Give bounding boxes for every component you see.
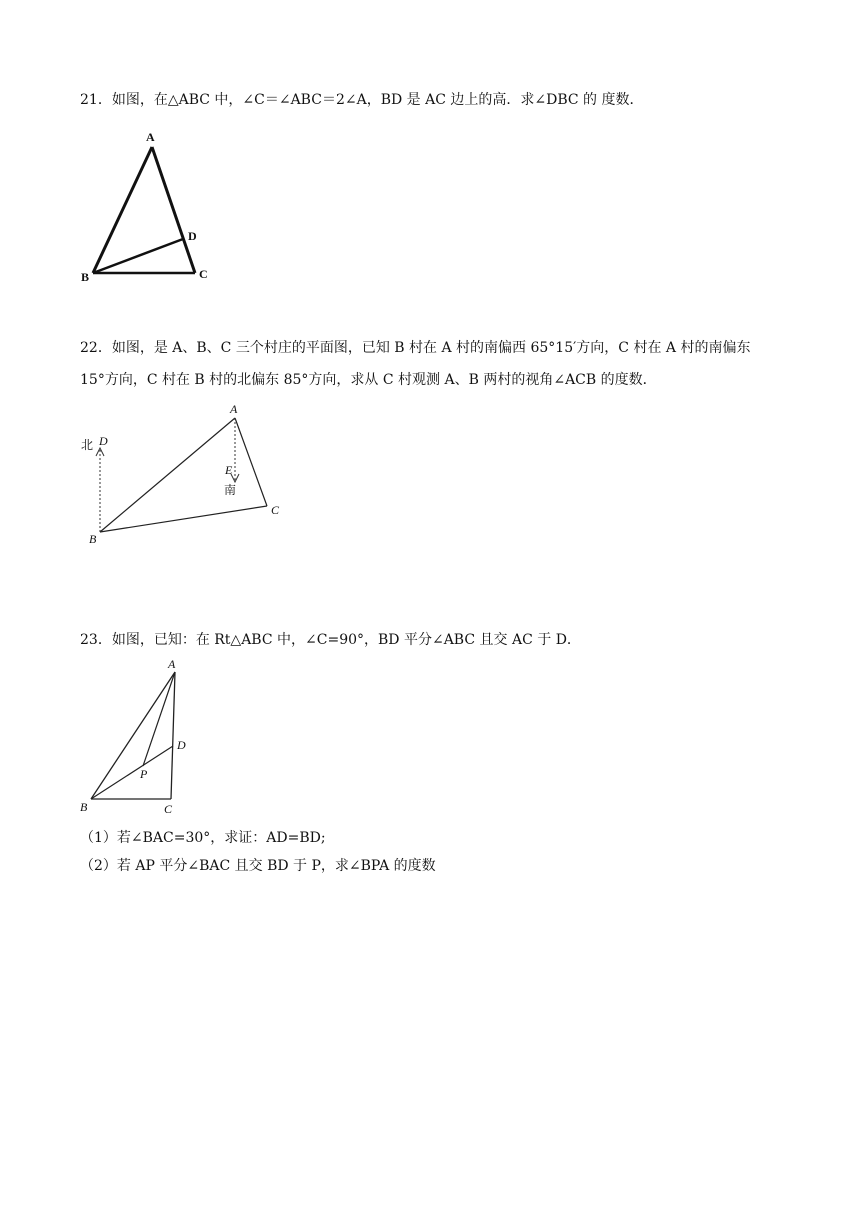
q23-label-d: D: [177, 738, 186, 752]
q23-part1: （1）若∠BAC=30°，求证：AD=BD;: [80, 830, 326, 846]
q23-label-c: C: [164, 802, 173, 816]
q22-label-b: B: [89, 532, 97, 546]
q23-text: 23．如图，已知：在 Rt△ABC 中，∠C=90°，BD 平分∠ABC 且交 AC 于 D．: [80, 632, 581, 648]
q22-label-c: C: [271, 503, 280, 517]
q22-label-south: 南: [224, 483, 237, 497]
q21-text: 21．如图，在△ABC 中，∠C＝∠ABC＝2∠A，BD 是 AC 边上的高．求∠DBC 的 度数．: [80, 92, 644, 108]
q22-segment-ab: [100, 418, 235, 532]
q21-label-a: A: [146, 130, 155, 144]
q23-figure: [75, 652, 205, 820]
q21-label-b: B: [81, 270, 90, 284]
q22-segment-bc: [100, 506, 267, 532]
q23-bisector-ap: [143, 672, 175, 766]
q23-side-ac: [171, 672, 175, 799]
q22-figure: [75, 400, 295, 550]
q22-text-line2: 15°方向，C 村在 B 村的北偏东 85°方向，求从 C 村观测 A、B 两村的视角∠ACB 的度数．: [80, 372, 657, 388]
q23-label-a: A: [168, 657, 176, 671]
q23-label-p: P: [140, 767, 148, 781]
q23-side-ab: [91, 672, 175, 799]
q22-label-north: 北: [81, 438, 94, 452]
q22-label-a: A: [230, 402, 238, 416]
q21-figure: [75, 128, 215, 288]
q23-part2: （2）若 AP 平分∠BAC 且交 BD 于 P，求∠BPA 的度数: [80, 858, 436, 874]
q21-side-ac: [152, 147, 195, 273]
q22-label-e: E: [225, 463, 233, 477]
q23-bisector-bd: [91, 746, 173, 799]
q23-label-b: B: [80, 800, 88, 814]
q21-label-d: D: [188, 229, 197, 243]
q22-label-d: D: [99, 434, 108, 448]
q22-text-line1: 22．如图，是 A、B、C 三个村庄的平面图，已知 B 村在 A 村的南偏西 65°15′方向，C 村在 A 村的南偏东: [80, 340, 751, 356]
q22-segment-ac: [235, 418, 267, 506]
q21-label-c: C: [199, 267, 208, 281]
